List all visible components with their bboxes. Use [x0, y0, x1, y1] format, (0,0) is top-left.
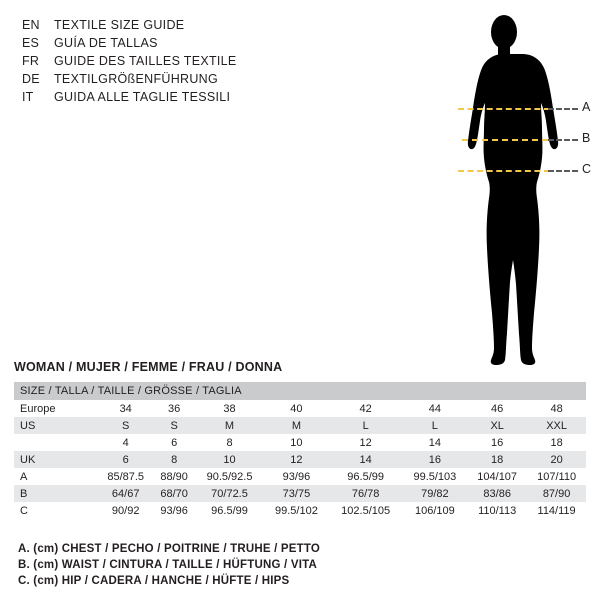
waist-marker-label: B	[582, 131, 591, 145]
table-cell: 102.5/105	[329, 502, 403, 519]
table-row	[14, 468, 586, 485]
table-cell: 44	[403, 400, 468, 417]
legend-waist: B. (cm) WAIST / CINTURA / TAILLE / HÜFTUNG / VITA	[18, 559, 317, 571]
language-row	[22, 52, 352, 70]
language-title: TEXTILE SIZE GUIDE	[54, 18, 185, 32]
language-title: GUIDE DES TAILLES TEXTILE	[54, 54, 237, 68]
table-cell: 83/86	[467, 485, 527, 502]
table-cell: 12	[264, 451, 329, 468]
language-title: GUIDA ALLE TAGLIE TESSILI	[54, 90, 231, 104]
row-label: C	[14, 502, 98, 519]
hip-pointer-line	[548, 170, 578, 172]
table-cell: 16	[403, 451, 468, 468]
table-cell: 6	[153, 434, 195, 451]
table-cell: 99.5/102	[264, 502, 329, 519]
language-row	[22, 88, 352, 106]
table-cell: 14	[403, 434, 468, 451]
legend-hip: C. (cm) HIP / CADERA / HANCHE / HÜFTE / HIPS	[18, 575, 290, 587]
table-cell: 93/96	[153, 502, 195, 519]
table-cell: 20	[527, 451, 586, 468]
table-cell: 4	[98, 434, 153, 451]
table-cell: S	[98, 417, 153, 434]
row-label: UK	[14, 451, 98, 468]
table-cell: 85/87.5	[98, 468, 153, 485]
table-cell: 46	[467, 400, 527, 417]
hip-marker-label: C	[582, 162, 592, 176]
table-row	[14, 502, 586, 519]
table-cell: 8	[195, 434, 264, 451]
waist-guide-line	[462, 139, 548, 141]
table-cell: S	[153, 417, 195, 434]
table-cell: 106/109	[403, 502, 468, 519]
chest-pointer-line	[548, 108, 578, 110]
table-cell: 38	[195, 400, 264, 417]
table-cell: 10	[264, 434, 329, 451]
legend-chest: A. (cm) CHEST / PECHO / POITRINE / TRUHE / PETTO	[18, 543, 321, 555]
table-cell: 8	[153, 451, 195, 468]
table-cell: 48	[527, 400, 586, 417]
table-cell: 10	[195, 451, 264, 468]
table-row	[14, 434, 586, 451]
silhouette-icon	[430, 8, 590, 368]
language-row	[22, 70, 352, 88]
table-header-row	[14, 382, 586, 400]
table-cell: 40	[264, 400, 329, 417]
section-title: WOMAN / MUJER / FEMME / FRAU / DONNA	[14, 360, 283, 374]
table-cell: XL	[467, 417, 527, 434]
table-cell: 90/92	[98, 502, 153, 519]
table-cell: 18	[527, 434, 586, 451]
hip-guide-line	[458, 170, 550, 172]
chest-guide-line	[458, 108, 550, 110]
table-cell: M	[195, 417, 264, 434]
table-cell: 18	[467, 451, 527, 468]
table-cell: XXL	[527, 417, 586, 434]
table-cell: 42	[329, 400, 403, 417]
table-cell: 96.5/99	[195, 502, 264, 519]
table-cell: 34	[98, 400, 153, 417]
table-cell: 73/75	[264, 485, 329, 502]
table-cell: 87/90	[527, 485, 586, 502]
table-cell: 110/113	[467, 502, 527, 519]
table-cell: 79/82	[403, 485, 468, 502]
row-label: Europe	[14, 400, 98, 417]
table-cell: 104/107	[467, 468, 527, 485]
language-code: IT	[22, 90, 34, 104]
table-cell: 107/110	[527, 468, 586, 485]
measurement-legend	[18, 541, 578, 589]
table-cell: 90.5/92.5	[195, 468, 264, 485]
table-header-label: SIZE / TALLA / TAILLE / GRÖSSE / TAGLIA	[14, 382, 586, 400]
language-list	[22, 16, 352, 106]
row-label	[14, 434, 98, 451]
row-label: B	[14, 485, 98, 502]
table-cell: 88/90	[153, 468, 195, 485]
size-table	[14, 382, 586, 519]
female-body-figure	[430, 8, 590, 368]
table-cell: L	[329, 417, 403, 434]
table-cell: 14	[329, 451, 403, 468]
table-cell: L	[403, 417, 468, 434]
waist-pointer-line	[548, 139, 578, 141]
table-cell: M	[264, 417, 329, 434]
table-cell: 70/72.5	[195, 485, 264, 502]
table-cell: 12	[329, 434, 403, 451]
language-row	[22, 34, 352, 52]
table-cell: 68/70	[153, 485, 195, 502]
row-label: US	[14, 417, 98, 434]
row-label: A	[14, 468, 98, 485]
table-cell: 6	[98, 451, 153, 468]
table-row	[14, 451, 586, 468]
table-row	[14, 417, 586, 434]
language-title: TEXTILGRÖßENFÜHRUNG	[54, 72, 219, 86]
table-row	[14, 400, 586, 417]
chest-marker-label: A	[582, 100, 591, 114]
table-cell: 114/119	[527, 502, 586, 519]
language-code: FR	[22, 54, 40, 68]
table-cell: 36	[153, 400, 195, 417]
table-cell: 64/67	[98, 485, 153, 502]
table-cell: 96.5/99	[329, 468, 403, 485]
language-row	[22, 16, 352, 34]
language-title: GUÍA DE TALLAS	[54, 36, 158, 50]
table-cell: 76/78	[329, 485, 403, 502]
table-cell: 93/96	[264, 468, 329, 485]
language-code: EN	[22, 18, 40, 32]
table-cell: 99.5/103	[403, 468, 468, 485]
language-code: ES	[22, 36, 40, 50]
table-row	[14, 485, 586, 502]
table-cell: 16	[467, 434, 527, 451]
language-code: DE	[22, 72, 40, 86]
